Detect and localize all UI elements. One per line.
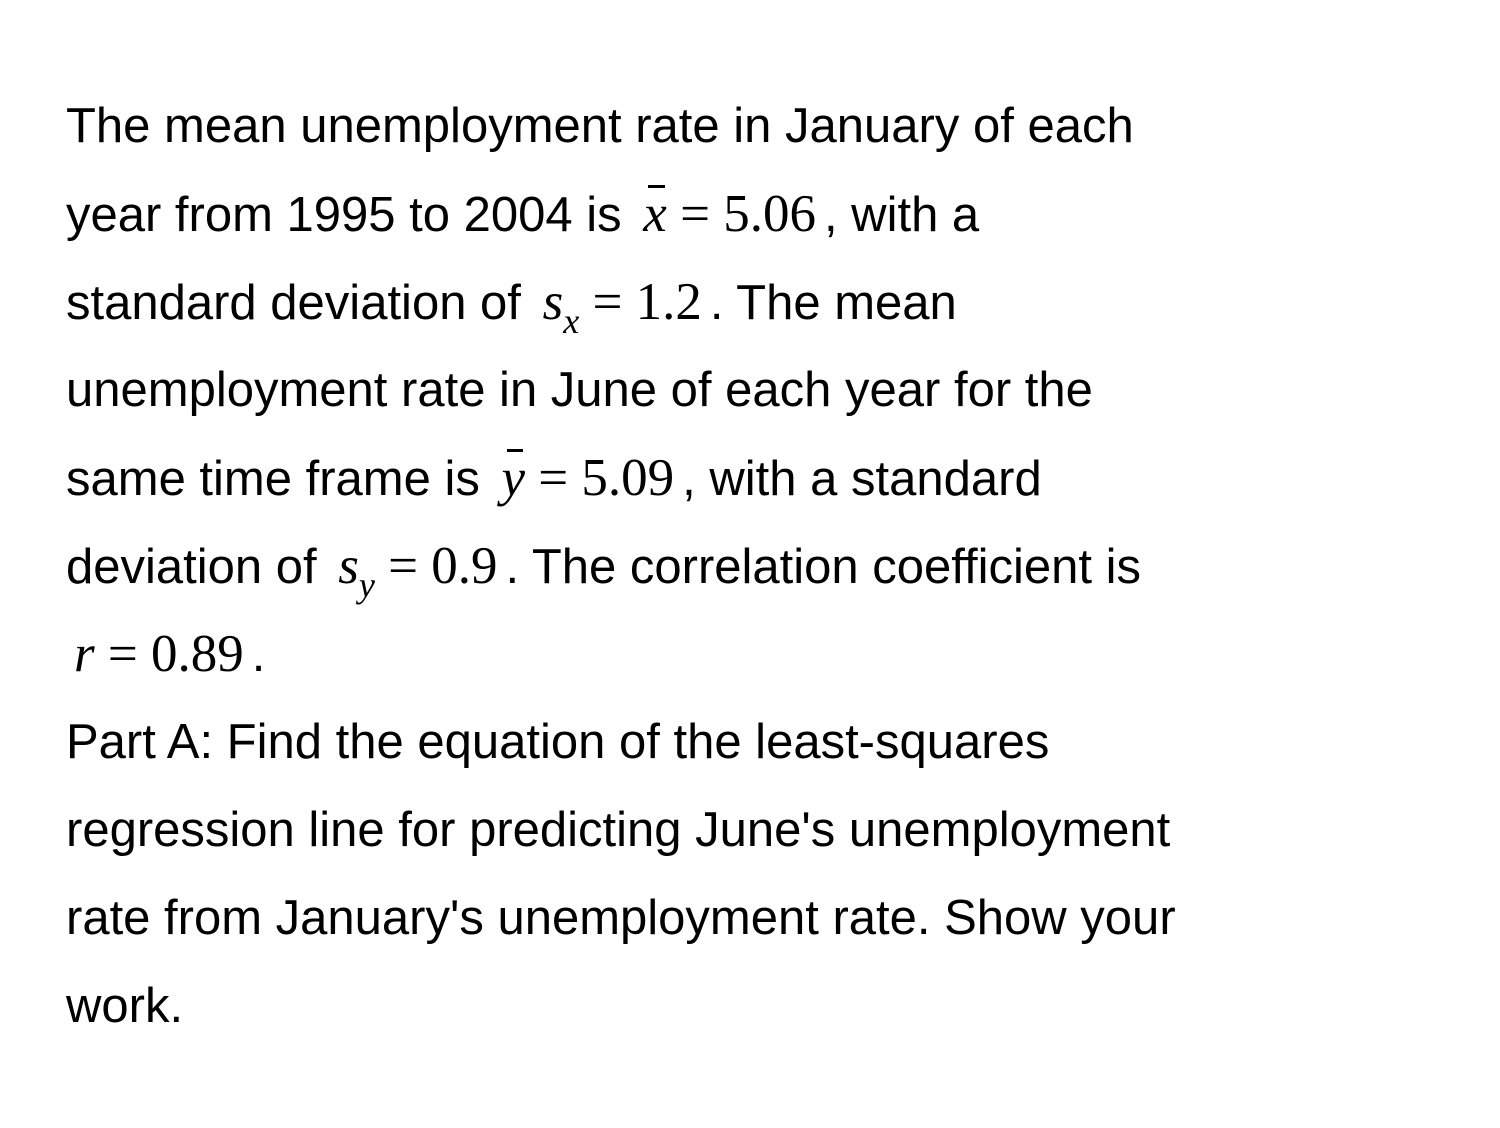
- text-line-7: [66, 610, 1466, 698]
- text-line-2: [66, 170, 1466, 258]
- text-segment: .: [251, 628, 266, 682]
- x-bar-variable: x: [643, 170, 667, 258]
- text-line-11: work.: [66, 979, 184, 1033]
- r-variable: r: [74, 625, 95, 683]
- text-line-9: regression line for predicting June's unemployment: [66, 803, 1171, 857]
- sx-formula: [542, 273, 702, 341]
- text-line-1: The mean unemployment rate in January of each: [66, 99, 1134, 153]
- text-line-6: [66, 522, 1466, 610]
- sy-subscript: y: [358, 565, 375, 605]
- text-segment: . The mean: [709, 276, 957, 330]
- y-bar-value: = 5.09: [538, 449, 675, 507]
- text-line-10: rate from January's unemployment rate. Show your: [66, 891, 1176, 945]
- text-segment: , with a standard: [682, 452, 1042, 506]
- sx-variable: s: [542, 273, 564, 331]
- r-value: = 0.89: [107, 625, 244, 683]
- text-segment: standard deviation of: [66, 276, 521, 330]
- sy-formula: [338, 537, 498, 605]
- text-line-8: Part A: Find the equation of the least-squares: [66, 715, 1050, 769]
- sy-variable: s: [338, 537, 359, 595]
- text-line-5: [66, 434, 1466, 522]
- text-segment: . The correlation coefficient is: [505, 540, 1142, 594]
- problem-text: [66, 82, 1466, 1050]
- text-segment: deviation of: [66, 540, 317, 594]
- text-line-3: [66, 258, 1466, 346]
- text-segment: , with a: [823, 188, 980, 242]
- y-bar-formula: [502, 449, 675, 507]
- sx-subscript: x: [563, 301, 580, 341]
- x-bar-value: = 5.06: [680, 185, 816, 243]
- y-bar-variable: y: [502, 434, 526, 522]
- sx-value: = 1.2: [592, 273, 702, 331]
- text-segment: year from 1995 to 2004 is: [66, 188, 622, 242]
- sy-value: = 0.9: [388, 537, 498, 595]
- text-line-4: unemployment rate in June of each year for the: [66, 363, 1093, 417]
- x-bar-formula: [643, 185, 816, 243]
- text-segment: same time frame is: [66, 452, 480, 506]
- r-formula: [74, 625, 244, 683]
